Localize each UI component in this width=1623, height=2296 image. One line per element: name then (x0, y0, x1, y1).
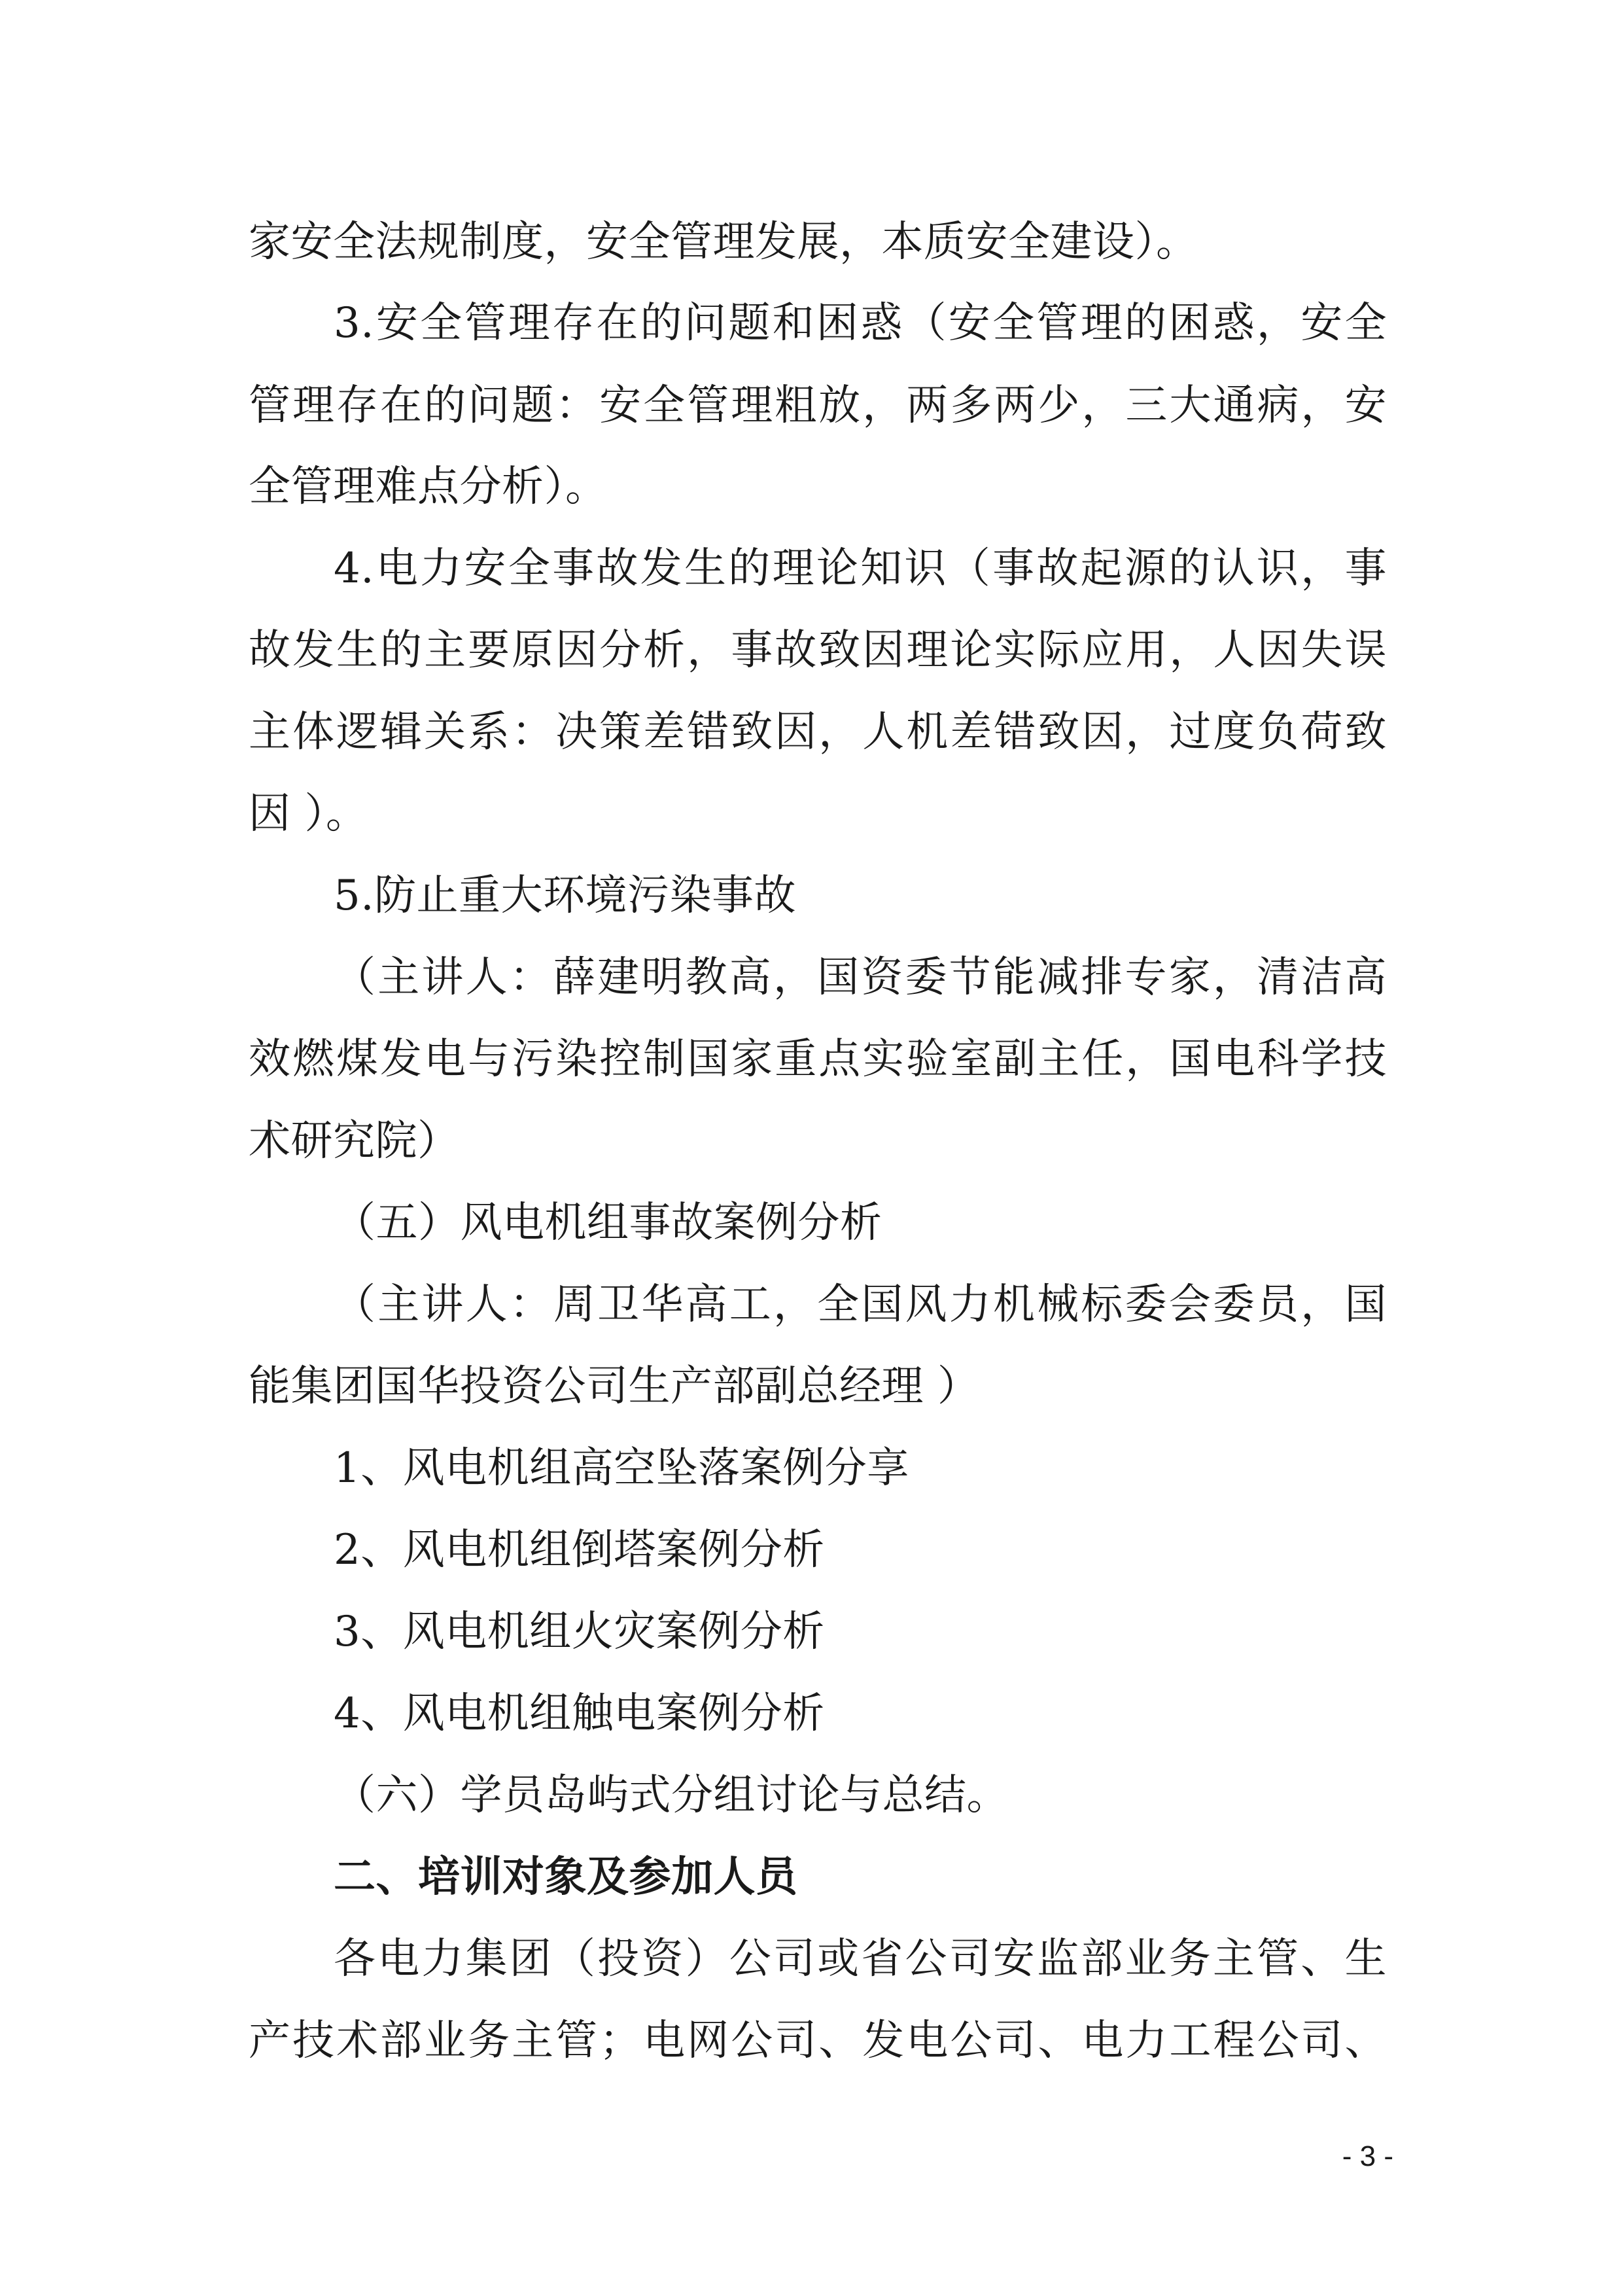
case-item-2: 2、风电机组倒塔案例分析 (334, 1526, 825, 1574)
case-item-1: 1、风电机组高空坠落案例分享 (334, 1444, 909, 1492)
page-number: - 3 - (1342, 2140, 1393, 2172)
speaker-note-line: 能集团国华投资公司生产部副总经理 ） (249, 1362, 980, 1411)
paragraph-line: 故发生的主要原因分析，事故致因理论实际应用，人因失误 (249, 626, 1387, 675)
speaker-note-line: 效燃煤发电与污染控制国家重点实验室副主任，国电科学技 (249, 1035, 1387, 1084)
paragraph-line: 家安全法规制度，安全管理发展，本质安全建设）。 (249, 218, 1198, 266)
list-item-4-line: 4.电力安全事故发生的理论知识（事故起源的认识，事 (334, 544, 1387, 593)
paragraph-line: 管理存在的问题：安全管理粗放，两多两少，三大通病，安 (249, 381, 1387, 430)
speaker-note-line: （主讲人：周卫华高工，全国风力机械标委会委员，国 (334, 1280, 1387, 1329)
list-item-3-line: 3.安全管理存在的问题和困惑（安全管理的困惑，安全 (334, 299, 1387, 347)
paragraph-line: 产技术部业务主管；电网公司、发电公司、电力工程公司、 (249, 2017, 1387, 2065)
list-item-5-line: 5.防止重大环境污染事故 (334, 872, 797, 920)
paragraph-line: 各电力集团（投资）公司或省公司安监部业务主管、生 (334, 1935, 1387, 1983)
speaker-note-line: （主讲人：薛建明教高，国资委节能减排专家，清洁高 (334, 953, 1387, 1002)
chapter-2-heading: 二、培训对象及参加人员 (334, 1853, 798, 1901)
section-5-heading: （五）风电机组事故案例分析 (334, 1199, 882, 1247)
paragraph-line: 因 ）。 (249, 790, 368, 838)
paragraph-line: 全管理难点分析）。 (249, 463, 608, 511)
case-item-3: 3、风电机组火灾案例分析 (334, 1608, 825, 1656)
case-item-4: 4、风电机组触电案例分析 (334, 1689, 825, 1738)
paragraph-line: 主体逻辑关系：决策差错致因，人机差错致因，过度负荷致 (249, 708, 1387, 756)
speaker-note-line: 术研究院） (249, 1117, 460, 1165)
section-6-heading: （六）学员岛屿式分组讨论与总结。 (334, 1771, 1009, 1820)
